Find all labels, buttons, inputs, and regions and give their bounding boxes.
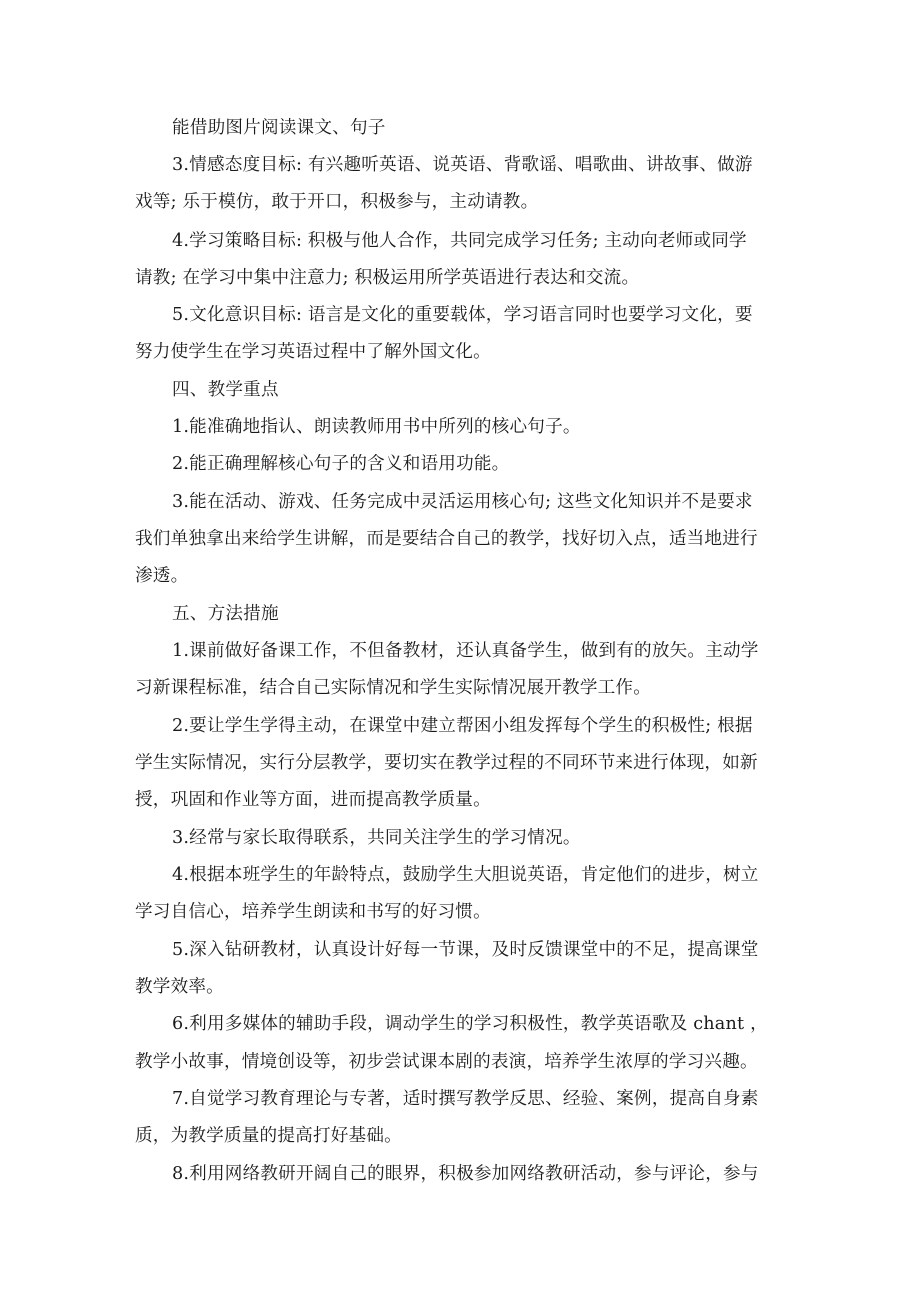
paragraph-line-first: 2.要让学生学得主动，在课堂中建立帮困小组发挥每个学生的积极性; 根据 [172,716,753,736]
paragraph-line-first: 6.利用多媒体的辅助手段，调动学生的学习积极性，教学英语歌及 chant ， [172,1014,768,1034]
paragraph-line-continuation: 学习自信心，培养学生朗读和书写的好习惯。 [135,902,491,922]
paragraph-line-continuation: 习新课程标准，结合自己实际情况和学生实际情况展开教学工作。 [135,678,652,698]
paragraph-line-continuation: 请教; 在学习中集中注意力; 积极运用所学英语进行表达和交流。 [135,268,640,288]
paragraph-line-continuation: 我们单独拿出来给学生讲解，而是要结合自己的教学，找好切入点，适当地进行 [135,529,758,549]
paragraph-line-continuation: 质，为教学质量的提高打好基础。 [135,1126,402,1146]
paragraph-line-first: 4.根据本班学生的年龄特点，鼓励学生大胆说英语，肯定他们的进步，树立 [172,865,759,885]
paragraph-line-continuation: 教学效率。 [135,977,224,997]
paragraph-line-continuation: 努力使学生在学习英语过程中了解外国文化。 [135,342,491,362]
paragraph-line-first: 3.经常与家长取得联系，共同关注学生的学习情况。 [172,828,581,848]
paragraph-line-first: 4.学习策略目标: 积极与他人合作，共同完成学习任务; 主动向老师或同学 [172,231,747,251]
paragraph-line-first: 3.能在活动、游戏、任务完成中灵活运用核心句; 这些文化知识并不是要求 [172,492,753,512]
paragraph-line-first: 能借助图片阅读课文、句子 [172,118,386,138]
paragraph-line-first: 7.自觉学习教育理论与专著，适时撰写教学反思、经验、案例，提高自身素 [172,1089,759,1109]
paragraph-line-first: 5.文化意识目标: 语言是文化的重要载体，学习语言同时也要学习文化，要 [172,305,753,325]
paragraph-line-first: 1.课前做好备课工作，不但备教材，还认真备学生，做到有的放矢。主动学 [172,641,759,661]
paragraph-line-first: 8.利用网络教研开阔自己的眼界，积极参加网络教研活动，参与评论，参与 [172,1164,759,1184]
paragraph-line-first: 五、方法措施 [172,604,279,624]
paragraph-line-first: 四、教学重点 [172,380,279,400]
paragraph-line-first: 1.能准确地指认、朗读教师用书中所列的核心句子。 [172,417,581,437]
paragraph-line-continuation: 授，巩固和作业等方面，进而提高教学质量。 [135,790,491,810]
paragraph-line-continuation: 学生实际情况，实行分层教学，要切实在教学过程的不同环节来进行体现，如新 [135,753,758,773]
paragraph-line-continuation: 教学小故事，情境创设等，初步尝试课本剧的表演，培养学生浓厚的学习兴趣。 [135,1052,758,1072]
paragraph-line-first: 2.能正确理解核心句子的含义和语用功能。 [172,454,510,474]
paragraph-line-first: 5.深入钻研教材，认真设计好每一节课，及时反馈课堂中的不足，提高课堂 [172,940,759,960]
paragraph-line-first: 3.情感态度目标: 有兴趣听英语、说英语、背歌谣、唱歌曲、讲故事、做游 [172,155,753,175]
paragraph-line-continuation: 渗透。 [135,566,189,586]
paragraph-line-continuation: 戏等; 乐于模仿，敢于开口，积极参与，主动请教。 [135,192,539,212]
